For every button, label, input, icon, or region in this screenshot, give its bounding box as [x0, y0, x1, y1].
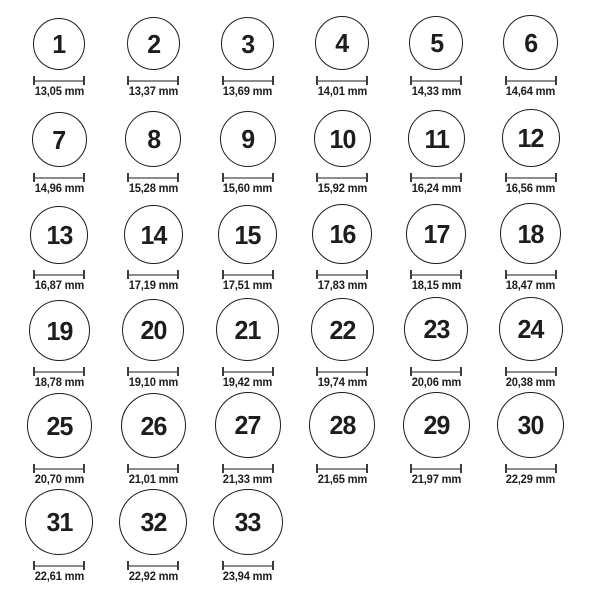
ring-size-number: 26 [140, 410, 167, 441]
ring-circle [311, 298, 374, 361]
ring-size-item [12, 101, 106, 198]
diameter-label: 13,37 mm [128, 86, 179, 98]
ring-size-number: 1 [52, 29, 66, 59]
ring-size-item [201, 4, 295, 101]
ring-circle [216, 298, 279, 361]
diameter-dimension-line [505, 173, 557, 182]
ring-circle [215, 392, 281, 458]
ring-circle [29, 300, 90, 361]
diameter-dimension-line [33, 173, 85, 182]
diameter-label: 13,69 mm [223, 86, 273, 98]
ring-size-item [389, 4, 483, 101]
ring-size-number: 4 [335, 28, 349, 58]
diameter-label: 21,97 mm [411, 474, 462, 486]
ring-circle [309, 392, 375, 458]
ring-circle [220, 111, 276, 167]
ring-size-number: 24 [517, 314, 544, 344]
ring-circle [404, 297, 468, 361]
diameter-dimension-line [316, 173, 368, 182]
ring-circle [30, 206, 88, 264]
diameter-dimension-line [222, 367, 274, 376]
ring-size-item [201, 489, 295, 586]
diameter-label: 17,83 mm [317, 280, 367, 292]
diameter-dimension-line [127, 464, 179, 473]
ring-size-item [201, 295, 295, 392]
ring-size-item [201, 198, 295, 295]
ring-circle [403, 392, 470, 458]
ring-size-item [389, 101, 483, 198]
ring-circle [33, 18, 85, 70]
diameter-dimension-line [505, 464, 557, 473]
diameter-label: 22,29 mm [506, 474, 556, 486]
diameter-dimension-line [33, 76, 85, 85]
ring-size-number: 23 [423, 314, 450, 344]
diameter-dimension-line [316, 270, 368, 279]
ring-size-item [106, 198, 200, 295]
ring-size-number: 21 [234, 314, 261, 345]
ring-circle [122, 299, 184, 361]
diameter-dimension-line [410, 270, 462, 279]
diameter-label: 19,74 mm [317, 377, 367, 389]
ring-circle [499, 297, 563, 361]
ring-circle [500, 203, 561, 264]
diameter-dimension-line [505, 76, 557, 85]
diameter-dimension-line [33, 367, 85, 376]
ring-circle [503, 15, 558, 70]
ring-size-number: 10 [329, 123, 356, 154]
ring-size-number: 9 [241, 124, 255, 154]
diameter-label: 14,01 mm [317, 86, 367, 98]
diameter-dimension-line [410, 464, 462, 473]
diameter-dimension-line [410, 76, 462, 85]
ring-size-item [201, 101, 295, 198]
diameter-label: 18,78 mm [34, 377, 84, 389]
ring-circle [502, 109, 560, 167]
ring-circle [315, 16, 369, 70]
ring-circle [124, 205, 183, 264]
diameter-label: 20,70 mm [34, 474, 84, 486]
ring-size-number: 17 [423, 219, 450, 249]
ring-size-item [106, 295, 200, 392]
ring-size-item [106, 392, 200, 489]
diameter-label: 15,28 mm [128, 183, 179, 195]
diameter-dimension-line [316, 367, 368, 376]
ring-size-number: 25 [46, 410, 73, 441]
ring-circle [408, 110, 465, 167]
ring-size-number: 27 [234, 410, 261, 440]
diameter-label: 14,96 mm [34, 183, 84, 195]
diameter-dimension-line [222, 464, 274, 473]
diameter-label: 23,94 mm [223, 571, 273, 583]
ring-size-item [295, 295, 389, 392]
diameter-label: 21,65 mm [317, 474, 367, 486]
diameter-dimension-line [222, 561, 274, 570]
ring-size-item [295, 198, 389, 295]
ring-size-number: 29 [423, 410, 450, 441]
diameter-label: 19,10 mm [128, 377, 179, 389]
diameter-label: 19,42 mm [223, 377, 273, 389]
ring-size-number: 15 [234, 219, 261, 250]
ring-size-item [106, 101, 200, 198]
ring-circle [312, 204, 372, 264]
diameter-label: 20,06 mm [411, 377, 462, 389]
ring-size-number: 32 [140, 507, 167, 538]
diameter-dimension-line [316, 76, 368, 85]
diameter-dimension-line [127, 76, 179, 85]
ring-size-item [295, 392, 389, 489]
ring-size-number: 2 [147, 28, 160, 59]
diameter-label: 16,87 mm [34, 280, 84, 292]
ring-size-number: 7 [52, 124, 66, 155]
diameter-dimension-line [127, 173, 179, 182]
diameter-dimension-line [410, 173, 462, 182]
diameter-label: 15,92 mm [317, 183, 367, 195]
ring-size-item [389, 198, 483, 295]
diameter-dimension-line [222, 173, 274, 182]
ring-size-number: 16 [329, 219, 356, 249]
ring-size-item [201, 392, 295, 489]
ring-size-item [295, 101, 389, 198]
diameter-label: 17,51 mm [223, 280, 273, 292]
ring-circle [119, 489, 187, 555]
ring-circle [121, 393, 186, 458]
diameter-label: 22,92 mm [128, 571, 179, 583]
ring-size-item [12, 295, 106, 392]
ring-size-number: 33 [234, 507, 261, 538]
ring-size-number: 22 [329, 314, 356, 345]
ring-size-item [484, 198, 578, 295]
ring-size-item [12, 198, 106, 295]
diameter-dimension-line [316, 464, 368, 473]
ring-circle [25, 489, 93, 555]
ring-circle [406, 204, 466, 264]
ring-size-number: 30 [517, 410, 544, 441]
diameter-label: 17,19 mm [128, 280, 179, 292]
ring-circle [213, 489, 283, 555]
diameter-dimension-line [505, 270, 557, 279]
ring-circle [497, 392, 564, 458]
ring-size-item [106, 489, 200, 586]
diameter-dimension-line [222, 76, 274, 85]
ring-circle [125, 111, 181, 167]
ring-size-number: 31 [46, 507, 73, 538]
ring-size-number: 28 [329, 410, 356, 440]
ring-size-number: 5 [430, 28, 443, 58]
ring-size-item [12, 4, 106, 101]
ring-circle [314, 110, 371, 167]
ring-size-item [12, 392, 106, 489]
ring-size-item [484, 295, 578, 392]
ring-size-number: 12 [517, 123, 544, 153]
diameter-label: 14,33 mm [411, 86, 462, 98]
diameter-dimension-line [127, 367, 179, 376]
diameter-label: 21,33 mm [223, 474, 273, 486]
ring-size-item [484, 101, 578, 198]
ring-size-number: 20 [140, 315, 167, 345]
diameter-label: 16,56 mm [506, 183, 556, 195]
ring-size-number: 14 [140, 219, 167, 250]
diameter-label: 16,24 mm [411, 183, 462, 195]
diameter-dimension-line [33, 561, 85, 570]
ring-circle [32, 112, 87, 167]
diameter-dimension-line [505, 367, 557, 376]
diameter-label: 21,01 mm [128, 474, 179, 486]
diameter-label: 15,60 mm [223, 183, 273, 195]
diameter-dimension-line [410, 367, 462, 376]
ring-circle [409, 16, 463, 70]
ring-size-item [484, 4, 578, 101]
diameter-label: 13,05 mm [34, 86, 84, 98]
diameter-label: 22,61 mm [34, 571, 84, 583]
diameter-dimension-line [33, 464, 85, 473]
ring-circle [127, 17, 180, 70]
ring-circle [27, 393, 92, 458]
diameter-dimension-line [222, 270, 274, 279]
ring-size-number: 19 [46, 315, 73, 346]
ring-size-item [295, 4, 389, 101]
diameter-label: 14,64 mm [506, 86, 556, 98]
ring-circle [218, 205, 277, 264]
diameter-dimension-line [33, 270, 85, 279]
diameter-label: 18,47 mm [506, 280, 556, 292]
ring-circle [221, 17, 274, 70]
ring-size-number: 6 [524, 27, 538, 58]
ring-size-item [389, 295, 483, 392]
ring-size-number: 18 [517, 218, 544, 249]
diameter-label: 18,15 mm [411, 280, 462, 292]
diameter-dimension-line [127, 561, 179, 570]
ring-size-item [106, 4, 200, 101]
diameter-dimension-line [127, 270, 179, 279]
ring-size-number: 11 [424, 123, 449, 154]
ring-size-item [12, 489, 106, 586]
ring-size-number: 8 [147, 124, 160, 154]
ring-size-number: 13 [46, 220, 73, 250]
diameter-label: 20,38 mm [506, 377, 556, 389]
ring-size-number: 3 [241, 28, 255, 59]
ring-size-item [389, 392, 483, 489]
ring-size-item [484, 392, 578, 489]
